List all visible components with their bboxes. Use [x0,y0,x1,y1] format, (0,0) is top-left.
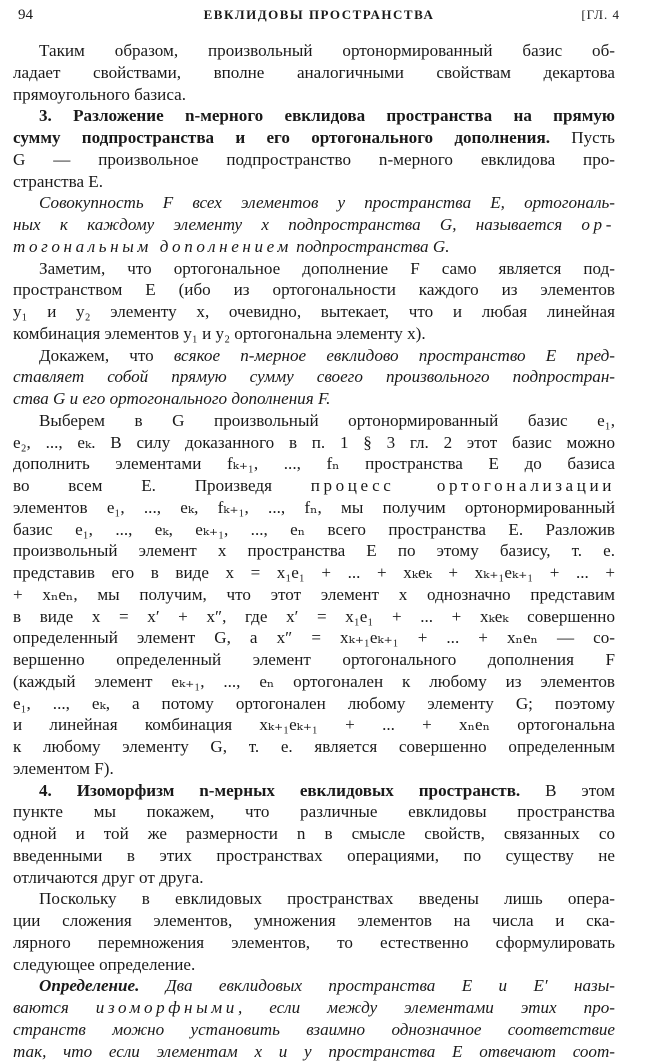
text-segment: ных к каждому элементу x подпространства G, называется [13,215,581,234]
text-segment: ции сложения элементов, умножения элементов на числа и ска- [13,911,615,930]
text-line-p6-l13 [13,671,615,693]
text-segment: y₁ и y₂ элементу x, очевидно, вытекает, что и любая линейная [13,302,615,321]
text-segment: Таким образом, произвольный ортонормированный базис об- [39,41,615,60]
text-segment: во всем E. Произведя [13,476,311,495]
chapter-label: [ГЛ. 4 [581,4,620,26]
text-segment: к любому элементу G, т. е. является совершенно определенным [13,737,615,756]
text-line-p2-l3 [13,149,615,171]
text-line-p6-l3 [13,453,615,475]
text-line-p4-l3 [13,301,615,323]
text-segment: следующее определение. [13,955,195,974]
text-line-p8-l4 [13,954,615,976]
text-line-p3-l3 [13,236,615,258]
text-segment: в виде x = x′ + x″, где x′ = x₁e₁ + ... + xₖeₖ совершенно [13,607,615,626]
text-line-p2-l2 [13,127,615,149]
text-line-p6-l15 [13,714,615,736]
text-line-p6-l14 [13,693,615,715]
text-segment: элементом F). [13,759,114,778]
text-segment: (каждый элемент eₖ₊₁, ..., eₙ ортогонален к любому из элементов [13,672,615,691]
text-segment: e₂, ..., eₖ. В силу доказанного в п. 1 § 3 гл. 2 этот базис можно [13,433,615,452]
text-segment: 3. Разложение n-мерного евклидова пространства на прямую [39,106,615,125]
text-segment: пространством E (ибо из ортогональности каждого из элементов [13,280,615,299]
text-line-p6-l2 [13,432,615,454]
text-segment: всякое n-мерное евклидово пространство E пред- [174,346,615,365]
text-line-p3-l2 [13,214,615,236]
text-segment: G — произвольное подпространство n-мерного евклидова про- [13,150,615,169]
text-line-p8-l1 [13,888,615,910]
text-segment: ставляет собой прямую сумму своего произвольного подпростран- [13,367,615,386]
text-segment: ладает свойствами, вполне аналогичными свойствам декартова [13,63,615,82]
text-line-p4-l1 [13,258,615,280]
running-title: ЕВКЛИДОВЫ ПРОСТРАНСТВА [18,4,620,26]
text-line-p9-l3 [13,1019,615,1041]
text-segment: вершенно определенный элемент ортогонального дополнения F [13,650,615,669]
text-line-p6-l9 [13,584,615,606]
text-line-p8-l3 [13,932,615,954]
text-segment: Совокупность F всех элементов y пространства E, ортогональ- [39,193,615,212]
text-segment: странств можно установить взаимно однозначное соответствие [13,1020,615,1039]
text-line-p9-l1 [13,975,615,997]
page-body [13,40,615,1062]
text-segment: процесс ортогонализации [311,476,615,495]
text-line-p6-l8 [13,562,615,584]
text-line-p2-l1 [13,105,615,127]
text-segment: e₁, ..., eₖ, а потому ортогонален любому элементу G; поэтому [13,694,615,713]
text-segment: , если между элементами этих про- [238,998,615,1017]
text-segment: дополнить элементами fₖ₊₁, ..., fₙ пространства E до базиса [13,454,615,473]
text-segment: Определение. [39,976,139,995]
text-line-p1-l1 [13,40,615,62]
text-segment: так, что если элементам x и y пространства E отвечают соот- [13,1042,615,1061]
text-line-p6-l11 [13,627,615,649]
text-segment: одной и той же размерности n в смысле свойств, связанных со [13,824,615,843]
text-segment: Два евклидовых пространства E и E′ назы- [139,976,615,995]
text-line-p6-l4 [13,475,615,497]
text-segment: сумму подпространства и его ортогонального дополнения. [13,128,550,147]
text-line-p4-l2 [13,279,615,301]
text-segment: 4. Изоморфизм n-мерных евклидовых пространств. [39,781,520,800]
text-segment: определенный элемент G, а x″ = xₖ₊₁eₖ₊₁ + ... + xₙeₙ — со- [13,628,615,647]
text-line-p6-l5 [13,497,615,519]
text-segment: Пусть [550,128,615,147]
text-line-p6-l10 [13,606,615,628]
text-segment: и линейная комбинация xₖ₊₁eₖ₊₁ + ... + xₙeₙ ортогональна [13,715,615,734]
text-line-p5-l3 [13,388,615,410]
text-segment: Докажем, что [39,346,174,365]
text-line-p1-l3 [13,84,615,106]
text-line-p6-l16 [13,736,615,758]
text-segment: ваются [13,998,96,1017]
text-segment: базис e₁, ..., eₖ, eₖ₊₁, ..., eₙ всего пространства E. Разложив [13,520,615,539]
text-line-p6-l1 [13,410,615,432]
text-segment: ор- [581,215,615,234]
text-segment: Заметим, что ортогональное дополнение F само является под- [39,259,615,278]
text-line-p5-l2 [13,366,615,388]
text-segment: пункте мы покажем, что различные евклидовы пространства [13,802,615,821]
text-line-p6-l12 [13,649,615,671]
text-line-p6-l17 [13,758,615,780]
text-segment: странства E. [13,172,103,191]
text-line-p7-l1 [13,780,615,802]
text-segment: отличаются друг от друга. [13,868,204,887]
text-line-p8-l2 [13,910,615,932]
text-segment: изоморфными [96,998,238,1017]
page-header [18,4,620,26]
text-line-p9-l4 [13,1041,615,1062]
text-segment: представив его в виде x = x₁e₁ + ... + xₖeₖ + xₖ₊₁eₖ₊₁ + ... + [13,563,615,582]
text-segment: прямоугольного базиса. [13,85,186,104]
page-number: 94 [18,4,33,26]
text-segment: Выберем в G произвольный ортонормированный базис e₁, [39,411,615,430]
text-segment: введенными в этих пространствах операциями, по существу не [13,846,615,865]
text-line-p1-l2 [13,62,615,84]
text-line-p7-l4 [13,845,615,867]
text-segment: элементов e₁, ..., eₖ, fₖ₊₁, ..., fₙ, мы получим ортонормированный [13,498,615,517]
text-line-p7-l3 [13,823,615,845]
text-line-p9-l2 [13,997,615,1019]
text-segment: подпространства G. [292,237,450,256]
text-line-p7-l2 [13,801,615,823]
text-segment: ства G и его ортогонального дополнения F. [13,389,330,408]
text-line-p3-l1 [13,192,615,214]
text-segment: Поскольку в евклидовых пространствах введены лишь опера- [39,889,615,908]
text-segment: произвольный элемент x пространства E по этому базису, т. е. [13,541,615,560]
text-segment: тогональным дополнением [13,237,292,256]
text-line-p6-l6 [13,519,615,541]
text-segment: комбинация элементов y₁ и y₂ ортогональна элементу x). [13,324,426,343]
text-line-p5-l1 [13,345,615,367]
text-line-p7-l5 [13,867,615,889]
text-line-p4-l4 [13,323,615,345]
text-segment: В этом [520,781,615,800]
text-line-p2-l4 [13,171,615,193]
text-segment: + xₙeₙ, мы получим, что этот элемент x однозначно представим [13,585,615,604]
text-line-p6-l7 [13,540,615,562]
text-segment: лярного перемножения элементов, то естественно сформулировать [13,933,615,952]
